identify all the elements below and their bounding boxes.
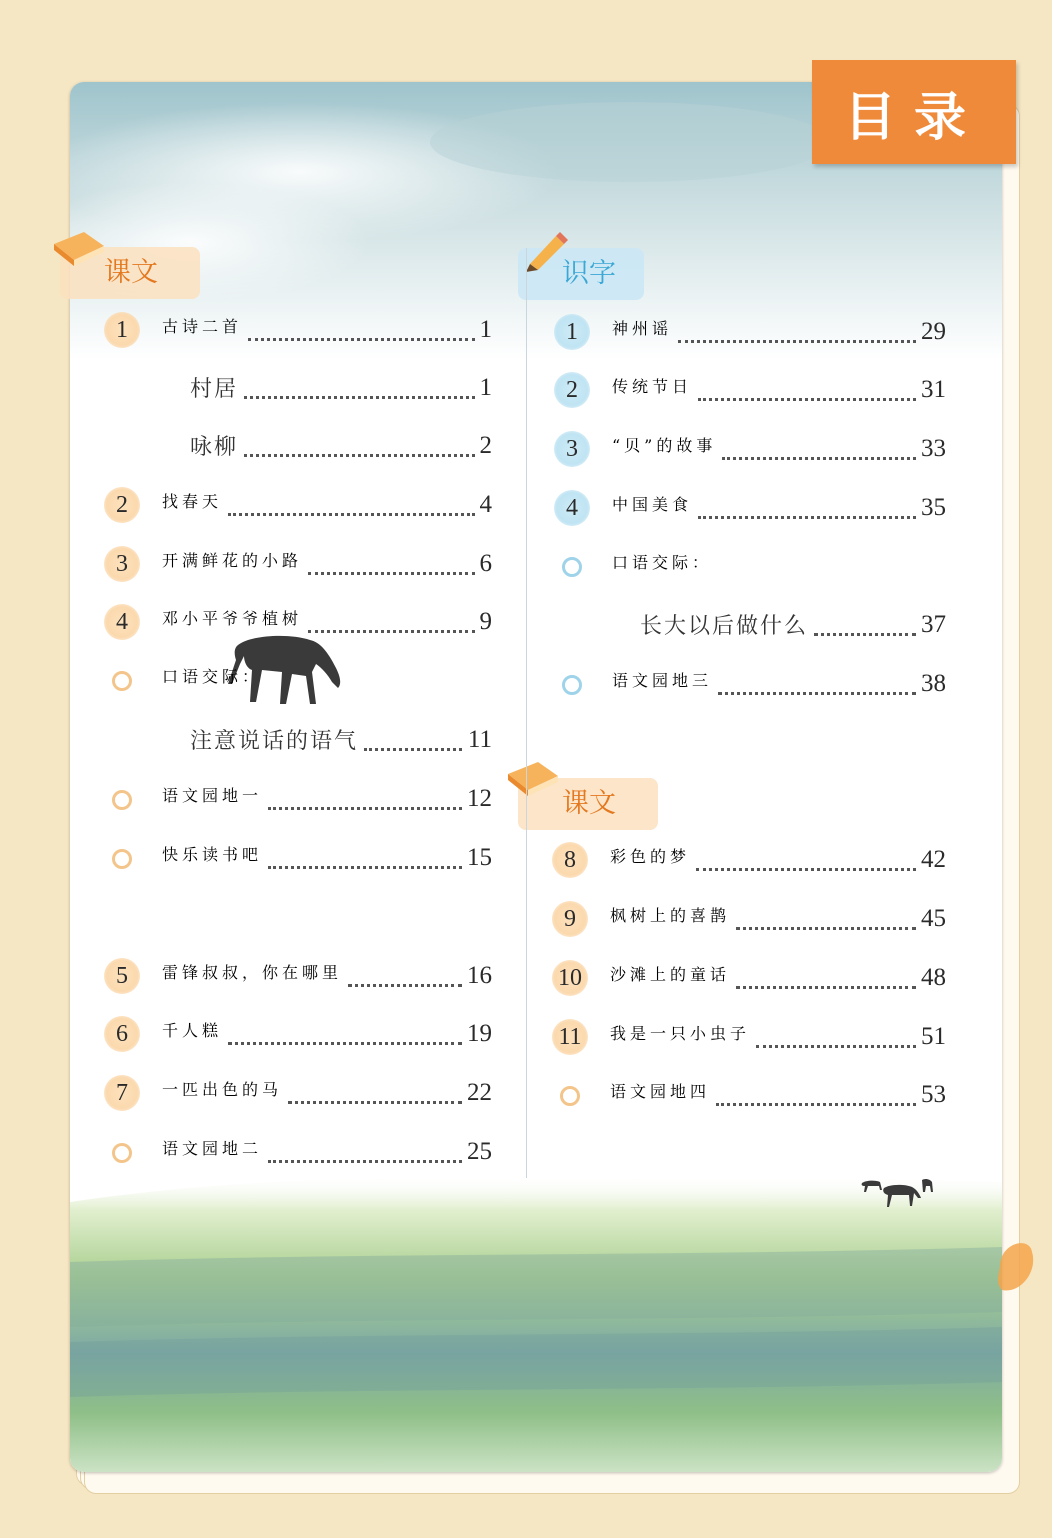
leader-dots [696,866,916,871]
entry-title: 中国美食 [612,495,693,514]
leader-dots [228,1040,462,1045]
leader-dots [756,1043,916,1048]
page-number: 42 [921,846,946,873]
entry-title: 语文园地二 [162,1139,263,1158]
leader-dots [348,982,462,987]
page-number: 38 [921,670,946,697]
page-number: 16 [467,962,492,989]
lesson-number: 9 [552,901,588,937]
leader-dots [268,1158,462,1163]
leader-dots [716,1101,916,1106]
lesson-number: 3 [104,546,140,582]
entry-title: 沙滩上的童话 [610,965,731,984]
lesson-number: 7 [104,1075,140,1111]
leader-dots [698,514,916,519]
entry-title: 快乐读书吧 [162,845,263,864]
leader-dots [308,628,475,633]
page-number: 35 [921,494,946,521]
pencil-icon [522,230,568,272]
leader-dots [288,1099,462,1104]
ring-bullet-icon [112,1143,132,1163]
lesson-number: 8 [552,842,588,878]
entry-title: “贝”的故事 [612,436,717,455]
lesson-number: 1 [554,314,590,350]
ring-bullet-icon [562,675,582,695]
ring-bullet-icon [112,671,132,691]
leader-dots [244,452,475,457]
leader-dots [268,805,462,810]
page-number: 48 [921,964,946,991]
leader-dots [308,570,475,575]
leader-dots [718,690,916,695]
entry-title: 神州谣 [612,319,673,338]
leader-dots [678,338,916,343]
entry-title: 古诗二首 [162,317,243,336]
leader-dots [248,336,475,341]
leader-dots [736,925,916,930]
page-number: 12 [467,785,492,812]
page-number: 19 [467,1020,492,1047]
page-number: 37 [921,611,946,638]
leader-dots [228,511,475,516]
lesson-number: 5 [104,958,140,994]
lesson-number: 11 [552,1019,588,1055]
leader-dots [814,631,916,636]
entry-title: 口语交际： [162,667,263,686]
page-number: 11 [467,726,492,753]
entry-title: 语文园地四 [610,1082,711,1101]
lesson-number: 4 [554,490,590,526]
entry-title: 口语交际： [612,553,713,572]
lesson-number: 2 [554,372,590,408]
entry-title: 邓小平爷爷植树 [162,609,303,628]
page-number: 15 [467,844,492,871]
entry-title: 传统节日 [612,377,693,396]
ring-bullet-icon [112,849,132,869]
lesson-number: 2 [104,487,140,523]
section-label-texts: 课文 [60,247,200,299]
lesson-number: 10 [552,960,588,996]
book-icon [504,756,560,800]
lesson-number: 4 [104,604,140,640]
page-number: 53 [921,1081,946,1108]
page-number: 25 [467,1138,492,1165]
leader-dots [244,394,475,399]
ring-bullet-icon [562,557,582,577]
page-number: 31 [921,376,946,403]
entry-title: 语文园地一 [162,786,263,805]
ring-bullet-icon [560,1086,580,1106]
entry-title: 雷锋叔叔，你在哪里 [162,963,343,982]
entry-title: 我是一只小虫子 [610,1024,751,1043]
leader-dots [722,455,916,460]
page-number: 4 [479,491,492,518]
entry-title: 语文园地三 [612,671,713,690]
entry-title: 开满鲜花的小路 [162,551,303,570]
lesson-number: 6 [104,1016,140,1052]
entry-title: 枫树上的喜鹊 [610,906,731,925]
section-label-texts-2: 课文 [518,778,658,830]
entry-title: 咏柳 [190,435,239,460]
entry-title: 村居 [190,377,239,402]
section-label-literacy: 识字 [518,248,644,300]
ring-bullet-icon [112,790,132,810]
page-number: 2 [479,432,492,459]
entry-title: 长大以后做什么 [640,614,809,639]
page-title: 目录 [812,60,1016,164]
lesson-number: 1 [104,312,140,348]
page-number: 1 [479,316,492,343]
entry-title: 千人糕 [162,1021,223,1040]
book-icon [50,226,106,270]
leaf-icon [990,1232,1040,1302]
page-number: 45 [921,905,946,932]
leader-dots [698,396,916,401]
leader-dots [736,984,916,989]
page-number: 22 [467,1079,492,1106]
page-number: 33 [921,435,946,462]
page-number: 29 [921,318,946,345]
entry-title: 一匹出色的马 [162,1080,283,1099]
leader-dots [268,864,462,869]
entry-title: 彩色的梦 [610,847,691,866]
page-number: 51 [921,1023,946,1050]
leader-dots [364,746,462,751]
page-number: 1 [479,374,492,401]
page-number: 9 [479,608,492,635]
entry-title: 注意说话的语气 [190,729,359,754]
page-number: 6 [479,550,492,577]
column-divider [526,248,527,1178]
entry-title: 找春天 [162,492,223,511]
lesson-number: 3 [554,431,590,467]
